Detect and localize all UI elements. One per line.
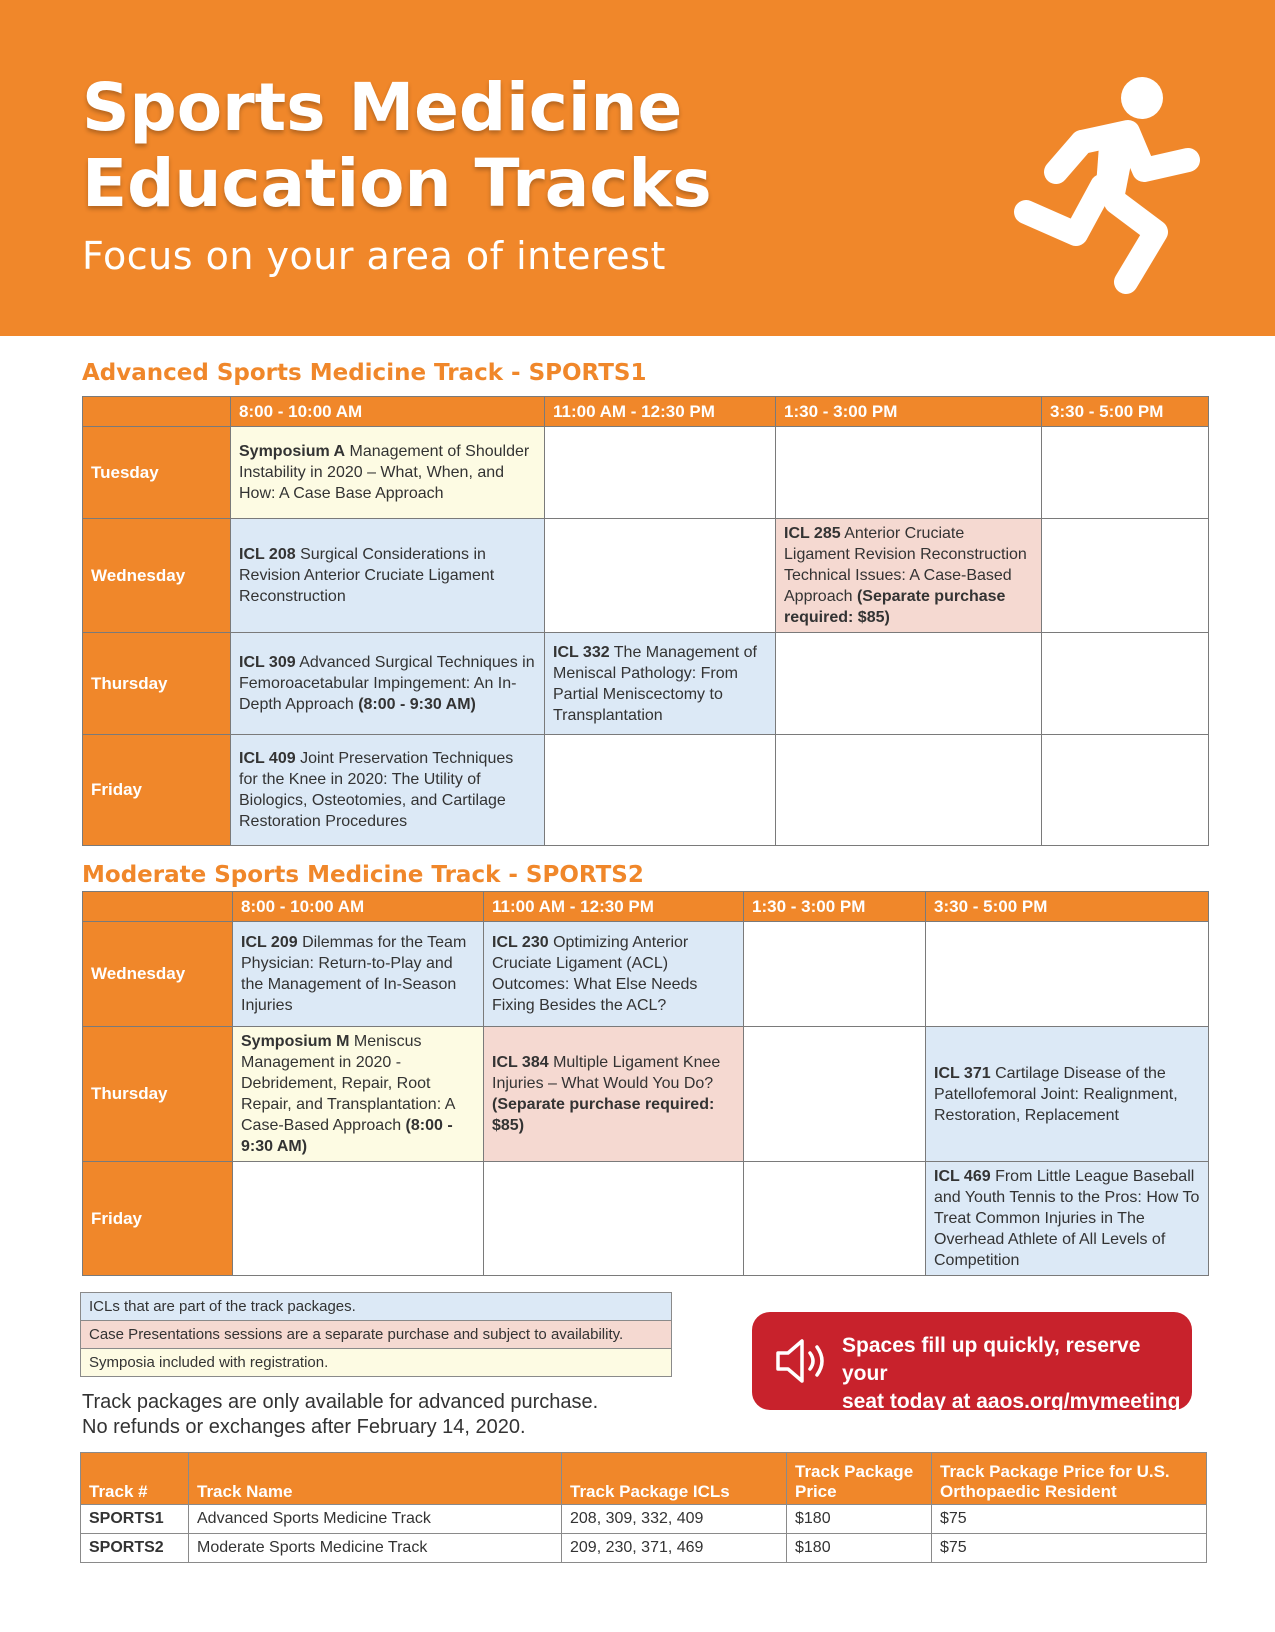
session-cell: [926, 1162, 1209, 1276]
session-text: Meniscus Management in 2020 - Debridement, Repair, Root Repair, and Transplantation: A Case-Based Approach: [241, 1033, 455, 1134]
session-text: Joint Preservation Techniques for the Knee in 2020: The Utility of Biologics, Osteotomies, and Cartilage Restoration Procedures: [239, 750, 514, 830]
session-text: From Little League Baseball and Youth Tennis to the Pros: How To Treat Common Injuries in The Overhead Athlete of All Levels of Competition: [934, 1168, 1200, 1269]
table-row: [83, 633, 1209, 735]
page-title-line2: Education Tracks: [82, 145, 712, 222]
session-text: The Management of Meniscal Pathology: From Partial Meniscectomy to Transplantation: [553, 643, 757, 724]
empty-cell: [776, 633, 1042, 735]
time-header: 3:30 - 5:00 PM: [926, 892, 1209, 922]
session-code: ICL 371: [934, 1064, 991, 1082]
corner-cell: [83, 397, 231, 427]
day-label: Thursday: [83, 1027, 233, 1162]
track1-schedule-table: [82, 396, 1209, 846]
table-row: [81, 1505, 1207, 1534]
time-header: 8:00 - 10:00 AM: [231, 397, 545, 427]
empty-cell: [776, 427, 1042, 519]
session-cell: [545, 633, 776, 735]
empty-cell: [776, 735, 1042, 846]
track-icls: 209, 230, 371, 469: [562, 1534, 787, 1563]
day-label: Thursday: [83, 633, 231, 735]
page-title-line1: Sports Medicine: [82, 69, 683, 146]
purchase-note: [82, 1390, 598, 1440]
empty-cell: [484, 1162, 744, 1276]
track-price: $180: [787, 1505, 932, 1534]
session-note: (Separate purchase required: $85): [492, 1096, 715, 1134]
day-label: Wednesday: [83, 519, 231, 633]
column-header: Track #: [81, 1453, 189, 1505]
corner-cell: [83, 892, 233, 922]
legend-case: Case Presentations sessions are a separate purchase and subject to availability.: [81, 1321, 672, 1349]
day-label: Friday: [83, 1162, 233, 1276]
session-code: ICL 384: [492, 1054, 549, 1071]
running-person-icon: [1004, 74, 1214, 296]
table-row: [83, 427, 1209, 519]
day-label: Wednesday: [83, 922, 233, 1027]
empty-cell: [545, 519, 776, 633]
session-text: Advanced Surgical Techniques in Femoroacetabular Impingement: An In-Depth Approach: [239, 654, 535, 713]
day-label: Friday: [83, 735, 231, 846]
track-packages-table: [80, 1452, 1207, 1563]
table-row: [83, 735, 1209, 846]
column-header: Track Package Price: [787, 1453, 932, 1505]
purchase-note-line1: Track packages are only available for advanced purchase.: [82, 1391, 599, 1413]
track2-title: Moderate Sports Medicine Track - SPORTS2: [82, 862, 644, 888]
empty-cell: [1042, 519, 1209, 633]
session-code: ICL 409: [239, 750, 296, 767]
session-code: ICL 285: [784, 525, 841, 542]
track2-schedule-table: [82, 891, 1209, 1276]
session-cell: [231, 633, 545, 735]
page-subtitle: Focus on your area of interest: [82, 234, 666, 278]
column-header: Track Package ICLs: [562, 1453, 787, 1505]
color-legend: [80, 1292, 672, 1377]
empty-cell: [545, 427, 776, 519]
session-code: ICL 469: [934, 1168, 991, 1185]
page-title: [82, 70, 982, 222]
empty-cell: [1042, 735, 1209, 846]
track1-title: Advanced Sports Medicine Track - SPORTS1: [82, 360, 647, 386]
empty-cell: [233, 1162, 484, 1276]
time-header: 1:30 - 3:00 PM: [776, 397, 1042, 427]
column-header: Track Package Price for U.S. Orthopaedic Resident: [932, 1453, 1207, 1505]
session-cell: [484, 922, 744, 1027]
resident-price: $75: [932, 1505, 1207, 1534]
session-note: (Separate purchase required: $85): [784, 588, 1006, 626]
session-cell: [484, 1027, 744, 1162]
session-cell: [776, 519, 1042, 633]
empty-cell: [744, 1027, 926, 1162]
speaker-icon: [774, 1336, 832, 1386]
empty-cell: [926, 922, 1209, 1027]
empty-cell: [744, 1162, 926, 1276]
empty-cell: [1042, 633, 1209, 735]
session-code: ICL 230: [492, 934, 549, 951]
session-cell: [233, 922, 484, 1027]
session-text: Anterior Cruciate Ligament Revision Reconstruction Technical Issues: A Case-Based Approach: [784, 525, 1027, 605]
session-note: (8:00 - 9:30 AM): [358, 696, 476, 713]
legend-icl: ICLs that are part of the track packages.: [81, 1293, 672, 1321]
day-label: Tuesday: [83, 427, 231, 519]
session-cell: [231, 519, 545, 633]
session-code: Symposium M: [241, 1033, 350, 1050]
session-text: Surgical Considerations in Revision Anterior Cruciate Ligament Reconstruction: [239, 546, 495, 605]
time-header: 1:30 - 3:00 PM: [744, 892, 926, 922]
reserve-seat-line1: Spaces fill up quickly, reserve your: [842, 1334, 1141, 1385]
legend-symposia: Symposia included with registration.: [81, 1349, 672, 1377]
track-name: Moderate Sports Medicine Track: [189, 1534, 562, 1563]
time-header: 8:00 - 10:00 AM: [233, 892, 484, 922]
time-header: 11:00 AM - 12:30 PM: [545, 397, 776, 427]
session-text: Management of Shoulder Instability in 2020 – What, When, and How: A Case Base Approach: [239, 443, 530, 502]
table-row: [83, 519, 1209, 633]
table-row: [83, 1162, 1209, 1276]
empty-cell: [545, 735, 776, 846]
session-code: Symposium A: [239, 443, 346, 460]
session-text: Dilemmas for the Team Physician: Return-to-Play and the Management of In-Season Injuries: [241, 934, 467, 1014]
session-code: ICL 209: [241, 934, 298, 951]
track-icls: 208, 309, 332, 409: [562, 1505, 787, 1534]
track-name: Advanced Sports Medicine Track: [189, 1505, 562, 1534]
session-note: (8:00 - 9:30 AM): [241, 1117, 453, 1155]
time-header: 11:00 AM - 12:30 PM: [484, 892, 744, 922]
column-header: Track Name: [189, 1453, 562, 1505]
session-cell: [231, 735, 545, 846]
time-header: 3:30 - 5:00 PM: [1042, 397, 1209, 427]
session-cell: [231, 427, 545, 519]
empty-cell: [744, 922, 926, 1027]
table-row: [83, 1027, 1209, 1162]
session-text: Multiple Ligament Knee Injuries – What Would You Do?: [492, 1054, 721, 1092]
hero-banner: [0, 0, 1275, 336]
reserve-seat-callout[interactable]: [752, 1312, 1192, 1413]
resident-price: $75: [932, 1534, 1207, 1563]
track-price: $180: [787, 1534, 932, 1563]
session-text: Optimizing Anterior Cruciate Ligament (ACL) Outcomes: What Else Needs Fixing Besides the ACL?: [492, 934, 698, 1014]
purchase-note-line2: No refunds or exchanges after February 14, 2020.: [82, 1416, 526, 1438]
table-row: [81, 1534, 1207, 1563]
table-row: [83, 922, 1209, 1027]
reserve-seat-line2: seat today at aaos.org/mymeeting: [842, 1390, 1181, 1413]
track-number: SPORTS1: [81, 1505, 189, 1534]
session-text: Cartilage Disease of the Patellofemoral Joint: Realignment, Restoration, Replacement: [934, 1064, 1178, 1124]
session-cell: [233, 1027, 484, 1162]
track-number: SPORTS2: [81, 1534, 189, 1563]
empty-cell: [1042, 427, 1209, 519]
session-code: ICL 332: [553, 643, 610, 661]
session-code: ICL 208: [239, 546, 296, 563]
session-code: ICL 309: [239, 654, 296, 671]
reserve-seat-message: [842, 1332, 1182, 1416]
session-cell: [926, 1027, 1209, 1162]
